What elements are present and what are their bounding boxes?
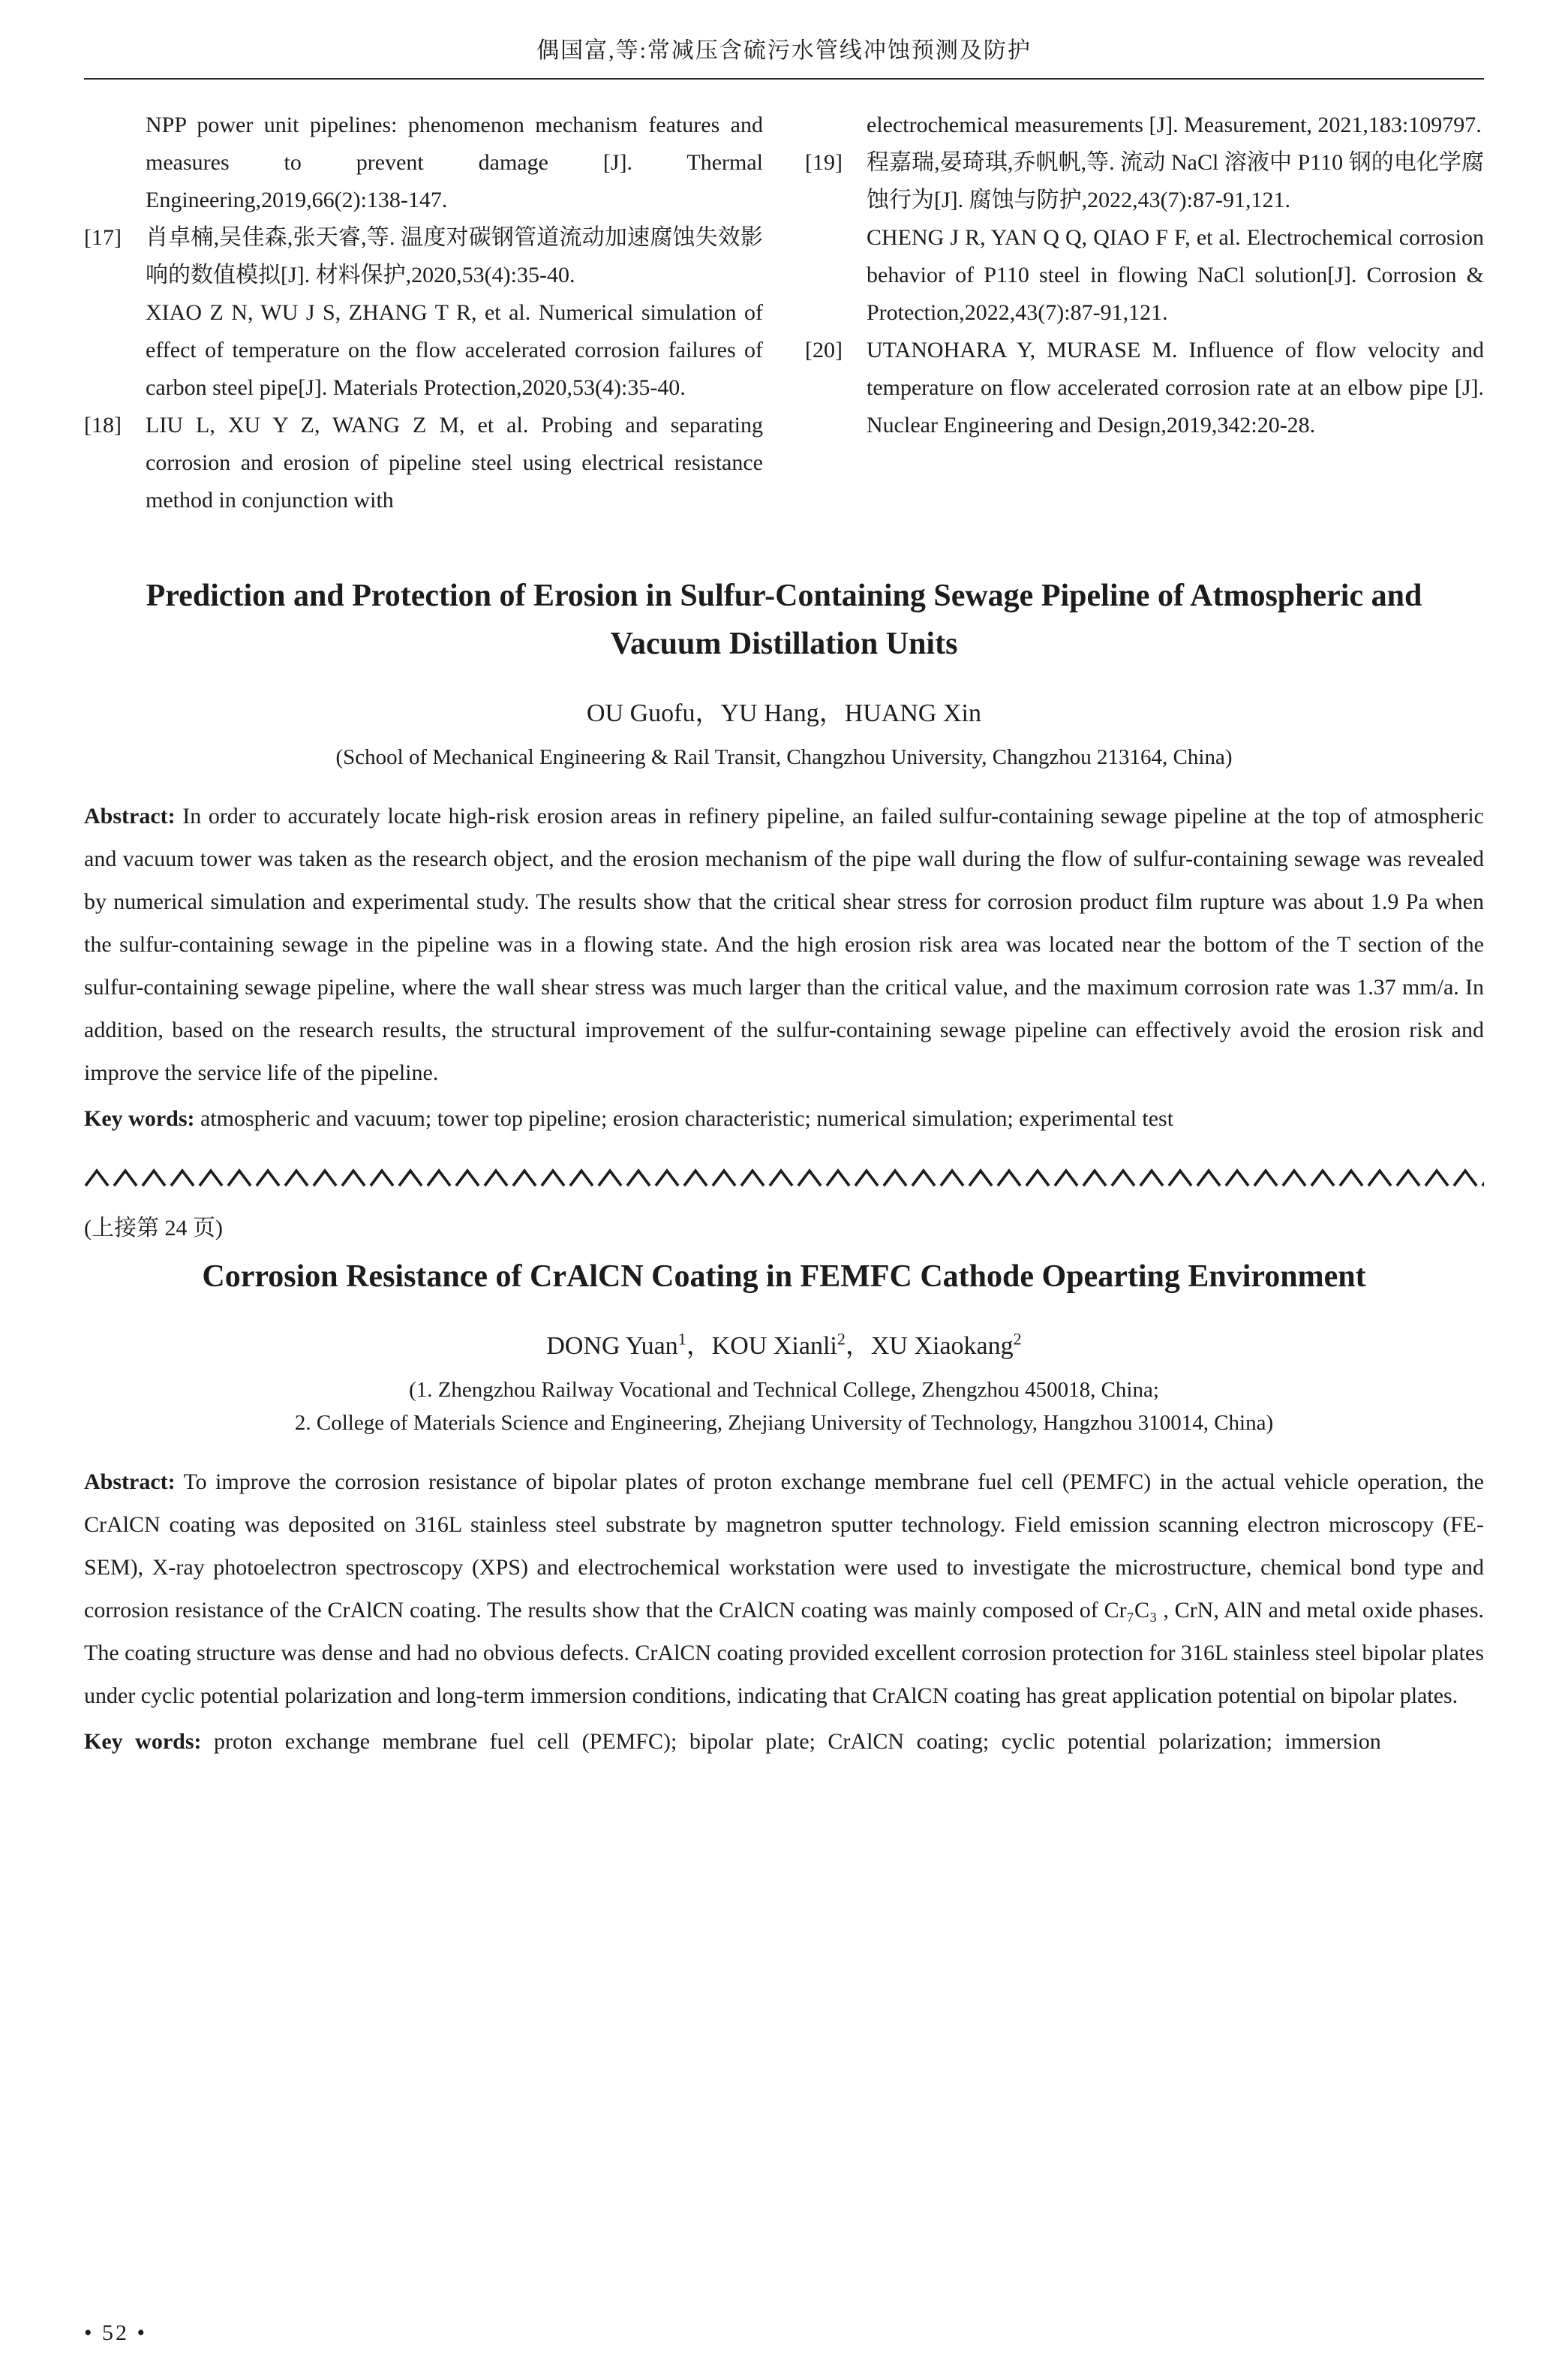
keywords-label: Key words: <box>84 1106 195 1131</box>
abstract-paragraph <box>84 795 1484 1094</box>
keywords-paragraph <box>84 1097 1484 1140</box>
reference-text: XIAO Z N, WU J S, ZHANG T R, et al. Numerical simulation of effect of temperature on the flow accelerated corrosion failures of carbon steel pipe[J]. Materials Protection,2020,53(4):35-40. <box>146 300 763 400</box>
reference-text: LIU L, XU Y Z, WANG Z M, et al. Probing and separating corrosion and erosion of pipeline steel using electrical resistance method in conjunction with <box>146 413 763 513</box>
reference-label <box>84 107 146 219</box>
reference-text: CHENG J R, YAN Q Q, QIAO F F, et al. Electrochemical corrosion behavior of P110 steel in flowing NaCl solution[J]. Corrosion & Protection,2022,43(7):87-91,121. <box>867 225 1484 325</box>
running-head-title: 偶国富,等:常减压含硫污水管线冲蚀预测及防护 <box>84 32 1484 80</box>
author-superscript: 2 <box>837 1329 846 1349</box>
abstract-text: In order to accurately locate high-risk erosion areas in refinery pipeline, an failed sulfur-containing sewage pipeline at the top of atmospheric and vacuum tower was taken as the research object, and the erosion mechanism of the pipe wall during the flow of sulfur-containing sewage was revealed by numerical simulation and experimental study. The results show that the critical shear stress for corrosion product film rupture was about 1.9 Pa when the sulfur-containing sewage in the pipeline was in a flowing state. And the high erosion risk area was located near the bottom of the T section of the sulfur-containing sewage pipeline, where the wall shear stress was much larger than the critical value, and the maximum corrosion rate was 1.37 mm/a. In addition, based on the research results, the structural improvement of the sulfur-containing sewage pipeline can effectively avoid the erosion risk and improve the service life of the pipeline. <box>84 804 1484 1085</box>
keywords-paragraph <box>84 1720 1484 1763</box>
article-title: Corrosion Resistance of CrAlCN Coating in FEMFC Cathode Opearting Environment <box>202 1259 1366 1294</box>
article-authors <box>84 1325 1484 1361</box>
page-number: • 52 • <box>84 2320 148 2345</box>
reference-label <box>84 294 146 407</box>
reference-label: [20] <box>805 338 843 362</box>
reference-text: 肖卓楠,吴佳森,张天睿,等. 温度对碳钢管道流动加速腐蚀失效影响的数值模拟[J]. 材料保护,2020,53(4):35-40. <box>146 225 763 287</box>
article1-section <box>84 572 1484 1140</box>
author-name: DONG Yuan <box>546 1332 678 1360</box>
reference-label <box>805 219 867 332</box>
reference-item <box>84 407 763 519</box>
affiliation-line: 2. College of Materials Science and Engineering, Zhejiang University of Technology, Hangzhou 310014, China) <box>294 1411 1274 1435</box>
author-name: ，KOU Xianli <box>686 1332 837 1360</box>
reference-item <box>805 107 1484 144</box>
abstract-label: Abstract: <box>84 1469 176 1494</box>
article-affiliation <box>84 1373 1484 1439</box>
article2-section <box>84 1253 1484 1763</box>
keywords-label: Key words: <box>84 1729 202 1754</box>
reference-text: NPP power unit pipelines: phenomenon mechanism features and measures to prevent damage [J]. Thermal Engineering,2019,66(2):138-147. <box>146 113 763 212</box>
reference-label: [18] <box>84 413 122 438</box>
continuation-note: (上接第 24 页) <box>84 1216 223 1241</box>
reference-label <box>805 107 867 144</box>
reference-column-left <box>84 107 763 519</box>
article-title: Prediction and Protection of Erosion in Sulfur-Containing Sewage Pipeline of Atmospheric and Vacuum Distillation Units <box>146 579 1422 661</box>
section-separator <box>84 1168 1484 1188</box>
reference-item <box>84 107 763 219</box>
reference-item <box>805 144 1484 219</box>
abstract-text: To improve the corrosion resistance of bipolar plates of proton exchange membrane fuel cell (PEMFC) in the actual vehicle operation, the CrAlCN coating was deposited on 316L stainless steel substrate by magnetron sputter technology. Field emission scanning electron microscopy (FE-SEM), X-ray photoelectron spectroscopy (XPS) and electrochemical workstation were used to investigate the microstructure, chemical bond type and corrosion resistance of the CrAlCN coating. The results show that the CrAlCN coating was mainly composed of Cr₇C₃ , CrN, AlN and metal oxide phases. The coating structure was dense and had no obvious defects. CrAlCN coating provided excellent corrosion protection for 316L stainless steel bipolar plates under cyclic potential polarization and long-term immersion conditions, indicating that CrAlCN coating has great application potential on bipolar plates. <box>84 1469 1484 1708</box>
reference-text: UTANOHARA Y, MURASE M. Influence of flow velocity and temperature on flow accelerated corrosion rate at an elbow pipe [J]. Nuclear Engineering and Design,2019,342:20-28. <box>867 338 1484 438</box>
keywords-text: proton exchange membrane fuel cell (PEMFC); bipolar plate; CrAlCN coating; cyclic potential polarization; immersion <box>213 1729 1381 1754</box>
reference-item <box>84 294 763 407</box>
article-authors: OU Guofu，YU Hang，HUANG Xin <box>586 699 981 727</box>
reference-label: [19] <box>805 150 843 175</box>
author-name: ，XU Xiaokang <box>845 1332 1014 1360</box>
keywords-text: atmospheric and vacuum; tower top pipeline; erosion characteristic; numerical simulation; experimental test <box>200 1106 1174 1131</box>
author-superscript: 1 <box>677 1329 686 1349</box>
reference-label: [17] <box>84 225 122 250</box>
zigzag-divider-graphic <box>84 1168 1484 1188</box>
affiliation-line: (1. Zhengzhou Railway Vocational and Technical College, Zhengzhou 450018, China; <box>409 1378 1159 1402</box>
article-affiliation: (School of Mechanical Engineering & Rail Transit, Changzhou University, Changzhou 213164, China) <box>335 745 1233 769</box>
abstract-label: Abstract: <box>84 804 176 829</box>
author-superscript: 2 <box>1013 1329 1022 1349</box>
reference-text: electrochemical measurements [J]. Measurement, 2021,183:109797. <box>867 113 1482 137</box>
reference-text: 程嘉瑞,晏琦琪,乔帆帆,等. 流动 NaCl 溶液中 P110 钢的电化学腐蚀行为[J]. 腐蚀与防护,2022,43(7):87-91,121. <box>867 150 1484 212</box>
abstract-paragraph <box>84 1460 1484 1717</box>
references-section <box>84 107 1484 519</box>
reference-item <box>805 332 1484 444</box>
reference-item <box>84 219 763 294</box>
reference-item <box>805 219 1484 332</box>
reference-column-right <box>805 107 1484 519</box>
